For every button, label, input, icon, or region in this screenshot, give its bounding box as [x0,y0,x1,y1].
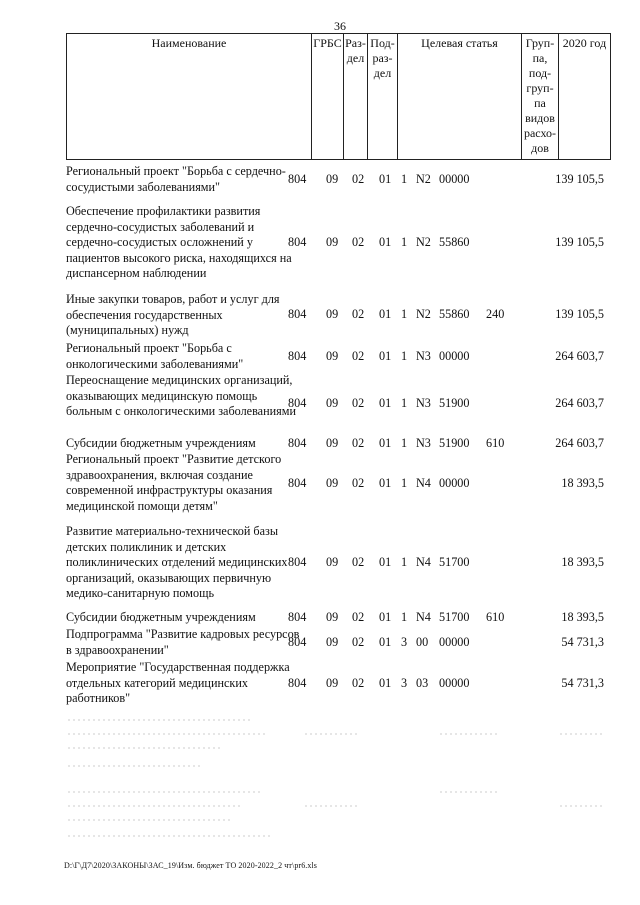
row-podrazdel: 02 [352,555,365,569]
row-cs4: 51700 [439,610,470,624]
row-sum: 139 105,5 [555,172,604,186]
faded-scan-marks [60,708,620,858]
row-podrazdel: 02 [352,676,365,690]
row-cs2: 1 [401,436,408,450]
header-podrazdel: Под- раз- дел [368,34,398,160]
row-grbs: 804 [288,307,307,321]
row-cs1: 01 [379,676,392,690]
row-vr: 240 [486,307,505,321]
row-cs4: 00000 [439,635,470,649]
row-cs2: 1 [401,476,408,490]
row-razdel: 09 [326,635,339,649]
row-cs3: 03 [416,676,429,690]
row-sum: 18 393,5 [561,476,604,490]
row-name: Субсидии бюджетным учреждениям [66,436,256,450]
row-cs1: 01 [379,235,392,249]
row-podrazdel: 02 [352,436,365,450]
row-name: Подпрограмма "Развитие кадровых ресурсов в здравоохранении" [66,627,300,657]
page-number: 36 [334,19,346,33]
row-cs1: 01 [379,349,392,363]
row-cs3: N2 [416,172,431,186]
row-cs3: N2 [416,235,431,249]
row-cs3: 00 [416,635,429,649]
row-podrazdel: 02 [352,610,365,624]
row-cs1: 01 [379,610,392,624]
row-podrazdel: 02 [352,172,365,186]
row-cs2: 1 [401,235,408,249]
row-cs4: 55860 [439,235,470,249]
row-razdel: 09 [326,476,339,490]
row-cs3: N4 [416,610,431,624]
row-name: Иные закупки товаров, работ и услуг для обеспечения государственных (муниципальных) нужд [66,292,280,338]
header-razdel: Раз- дел [344,34,368,160]
row-cs3: N3 [416,436,431,450]
row-sum: 18 393,5 [561,610,604,624]
row-podrazdel: 02 [352,476,365,490]
row-razdel: 09 [326,235,339,249]
row-cs2: 3 [401,676,408,690]
row-cs2: 1 [401,349,408,363]
row-cs2: 1 [401,172,408,186]
row-grbs: 804 [288,676,307,690]
row-grbs: 804 [288,235,307,249]
row-podrazdel: 02 [352,235,365,249]
row-cs2: 1 [401,396,408,410]
row-cs3: N3 [416,396,431,410]
row-razdel: 09 [326,676,339,690]
row-cs4: 51700 [439,555,470,569]
row-razdel: 09 [326,436,339,450]
row-cs1: 01 [379,307,392,321]
row-cs1: 01 [379,555,392,569]
row-name: Переоснащение медицинских организаций, оказывающих медицинскую помощь больным с онкологическими заболеваниями [66,373,296,419]
row-cs4: 00000 [439,349,470,363]
row-grbs: 804 [288,172,307,186]
header-target-article: Целевая статья [398,34,522,160]
row-cs1: 01 [379,476,392,490]
row-vr: 610 [486,610,505,624]
row-grbs: 804 [288,349,307,363]
row-cs3: N4 [416,555,431,569]
row-grbs: 804 [288,610,307,624]
row-name: Обеспечение профилактики развития сердечно-сосудистых заболеваний и сердечно-сосудистых осложнений у пациентов высокого риска, находящихся на диспансерном наблюдении [66,204,292,281]
row-cs2: 1 [401,307,408,321]
row-sum: 139 105,5 [555,307,604,321]
row-name: Развитие материально-технической базы детских поликлиник и детских поликлинических отделений медицинских организаций, оказывающих первичную медико-санитарную помощь [66,524,288,601]
row-cs3: N3 [416,349,431,363]
file-path-footer: D:\Г\Д7\2020\ЗАКОНЫ\ЗАС_19\Изм. бюджет ТО 2020-2022_2 чт\pr6.xls [64,861,318,870]
row-razdel: 09 [326,349,339,363]
row-cs4: 51900 [439,396,470,410]
row-cs1: 01 [379,635,392,649]
row-sum: 54 731,3 [561,676,604,690]
row-cs4: 00000 [439,476,470,490]
row-cs1: 01 [379,436,392,450]
row-razdel: 09 [326,610,339,624]
row-cs3: N2 [416,307,431,321]
row-grbs: 804 [288,436,307,450]
row-sum: 264 603,7 [555,436,604,450]
row-cs1: 01 [379,172,392,186]
row-name: Субсидии бюджетным учреждениям [66,610,256,624]
row-cs1: 01 [379,396,392,410]
row-sum: 264 603,7 [555,396,604,410]
row-cs4: 00000 [439,676,470,690]
row-name: Региональный проект "Борьба с онкологическими заболеваниями" [66,341,244,371]
row-razdel: 09 [326,396,339,410]
row-razdel: 09 [326,555,339,569]
row-podrazdel: 02 [352,635,365,649]
row-grbs: 804 [288,555,307,569]
header-expense-group: Груп- па, под- груп- па видов расхо- дов [522,34,559,160]
row-name: Мероприятие "Государственная поддержка отдельных категорий медицинских работников" [66,660,290,706]
row-razdel: 09 [326,172,339,186]
row-name: Региональный проект "Развитие детского здравоохранения, включая создание современной инфраструктуры оказания медицинской помощи детям" [66,452,282,513]
row-podrazdel: 02 [352,349,365,363]
row-cs2: 1 [401,610,408,624]
row-cs3: N4 [416,476,431,490]
row-grbs: 804 [288,476,307,490]
table-header [66,33,611,160]
row-sum: 18 393,5 [561,555,604,569]
row-cs2: 1 [401,555,408,569]
row-sum: 54 731,3 [561,635,604,649]
row-cs2: 3 [401,635,408,649]
row-sum: 264 603,7 [555,349,604,363]
header-grbs: ГРБС [312,34,344,160]
header-name: Наименование [67,34,312,160]
row-name: Региональный проект "Борьба с сердечно-сосудистыми заболеваниями" [66,164,286,194]
row-grbs: 804 [288,635,307,649]
row-sum: 139 105,5 [555,235,604,249]
row-cs4: 00000 [439,172,470,186]
row-vr: 610 [486,436,505,450]
row-razdel: 09 [326,307,339,321]
row-cs4: 55860 [439,307,470,321]
row-grbs: 804 [288,396,307,410]
row-podrazdel: 02 [352,307,365,321]
row-podrazdel: 02 [352,396,365,410]
header-year: 2020 год [559,34,611,160]
row-cs4: 51900 [439,436,470,450]
